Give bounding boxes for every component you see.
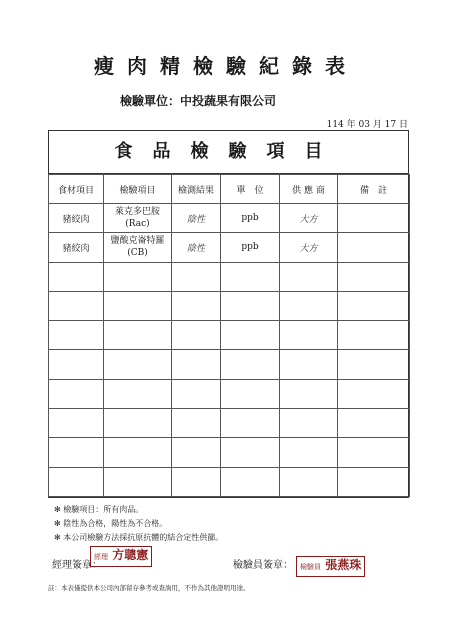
header-unit: 單 位 bbox=[221, 175, 280, 204]
result-cell: 陰性 bbox=[172, 204, 221, 233]
notes-box bbox=[48, 497, 409, 546]
inspection-table bbox=[48, 174, 410, 497]
unit-cell: ppb bbox=[221, 204, 280, 233]
header-supplier: 供 應 商 bbox=[280, 175, 338, 204]
footer-note: 註：本表僅提供本公司內部留存參考或查詢用，不作為其他證明用途。 bbox=[48, 584, 250, 592]
table-header-row bbox=[49, 175, 410, 204]
item-code: (Rac) bbox=[125, 219, 150, 230]
note-line: ✻ 本公司檢驗方法採抗原抗體的結合定性供篩。 bbox=[54, 533, 224, 542]
stamp-name: 方聰憲 bbox=[112, 548, 149, 562]
inspection-unit: 檢驗單位：中投蔬果有限公司 bbox=[120, 94, 277, 108]
remark-cell bbox=[338, 233, 410, 262]
manager-signature-label: 經理簽章： bbox=[52, 560, 102, 571]
note-line: ✻ 檢驗項目：所有肉品。 bbox=[54, 505, 144, 514]
header-result: 檢測結果 bbox=[172, 175, 221, 204]
supplier-cell: 大方 bbox=[280, 233, 338, 262]
remark-cell bbox=[338, 204, 410, 233]
table-row bbox=[49, 233, 410, 262]
food-cell: 豬絞肉 bbox=[49, 204, 104, 233]
item-cell bbox=[104, 233, 172, 262]
supplier-cell: 大方 bbox=[280, 204, 338, 233]
result-cell: 陰性 bbox=[172, 233, 221, 262]
empty-row bbox=[49, 350, 410, 379]
header-item: 檢驗項目 bbox=[104, 175, 172, 204]
document-title: 瘦肉精檢驗紀錄表 bbox=[94, 54, 358, 78]
empty-row bbox=[49, 262, 410, 291]
item-cell bbox=[104, 204, 172, 233]
document-date: 114 年 03 月 17 日 bbox=[326, 120, 408, 130]
empty-row bbox=[49, 467, 410, 496]
empty-row bbox=[49, 379, 410, 408]
manager-stamp bbox=[90, 546, 152, 567]
inspector-signature-label: 檢驗員簽章： bbox=[233, 560, 293, 571]
table-row bbox=[49, 204, 410, 233]
item-code: (CB) bbox=[127, 248, 148, 259]
header-remark: 備 註 bbox=[338, 175, 410, 204]
unit-cell: ppb bbox=[221, 233, 280, 262]
stamp-name: 張燕珠 bbox=[325, 558, 362, 572]
empty-row bbox=[49, 409, 410, 438]
empty-row bbox=[49, 291, 410, 320]
item-name: 鹽酸克崙特羅 bbox=[110, 236, 165, 247]
empty-row bbox=[49, 438, 410, 467]
item-name: 萊克多巴胺 bbox=[114, 207, 160, 218]
section-header: 食品檢驗項目 bbox=[48, 130, 409, 174]
stamp-title: 經理 bbox=[94, 553, 108, 561]
inspector-stamp bbox=[296, 556, 365, 577]
empty-row bbox=[49, 321, 410, 350]
header-food: 食材項目 bbox=[49, 175, 104, 204]
note-line: ✻ 陰性為合格，陽性為不合格。 bbox=[54, 519, 168, 528]
stamp-title: 檢驗員 bbox=[300, 563, 321, 571]
food-cell: 豬絞肉 bbox=[49, 233, 104, 262]
